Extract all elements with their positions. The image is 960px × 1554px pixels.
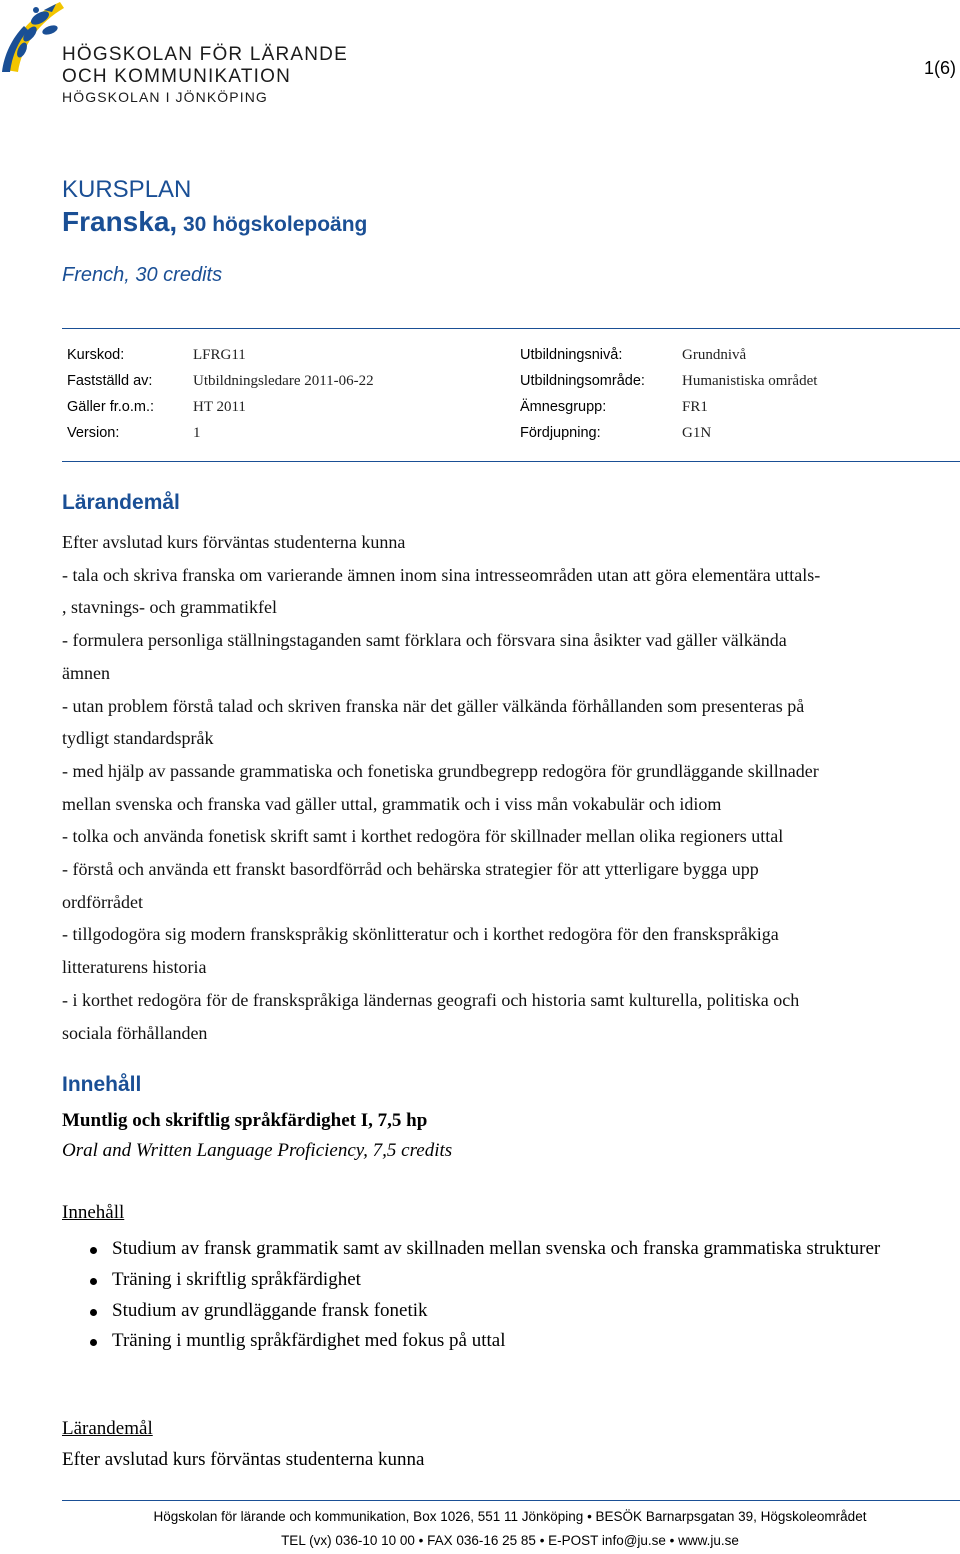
info-value: Utbildningsledare 2011-06-22: [193, 373, 374, 389]
info-row: [67, 373, 507, 397]
paragraph-line: - tolka och använda fonetisk skrift samt i korthet redogöra för skillnader mellan olika regioners uttal: [62, 826, 784, 847]
institution-line-2: OCH KOMMUNIKATION: [62, 66, 292, 87]
course-title: Muntlig och skriftlig språkfärdighet I, 7,5 hp: [62, 1110, 428, 1131]
paragraph-line: ordförrådet: [62, 891, 143, 912]
paragraph-line: - tillgodogöra sig modern franskspråkig skönlitteratur och i korthet redogöra för den franskspråkiga: [62, 924, 779, 945]
divider: [62, 328, 960, 329]
paragraph-line: Efter avslutad kurs förväntas studenterna kunna: [62, 532, 406, 552]
info-row: [67, 399, 507, 423]
info-key: Utbildningsnivå:: [520, 347, 623, 363]
bullet-icon: [90, 1247, 97, 1254]
list-item-text: Träning i muntlig språkfärdighet med fokus på uttal: [112, 1330, 506, 1352]
paragraph-line: - i korthet redogöra för de franskspråkiga ländernas geografi och historia samt kulturella, politiska och: [62, 989, 800, 1010]
info-value: 1: [193, 425, 201, 441]
info-value: Grundnivå: [682, 347, 747, 363]
bullet-icon: [90, 1278, 97, 1285]
info-key: Gäller fr.o.m.:: [67, 399, 155, 415]
info-row: [520, 425, 950, 449]
subheading-larandemal: Lärandemål: [62, 1418, 153, 1439]
section-heading-innehall: Innehåll: [62, 1073, 142, 1096]
list-item: [62, 1326, 922, 1357]
footer-contact: TEL (vx) 036-10 10 00 • FAX 036-16 25 85 • E-POST info@ju.se • www.ju.se: [281, 1533, 739, 1548]
info-row: [520, 399, 950, 423]
info-value: Humanistiska området: [682, 373, 818, 389]
info-key: Fördjupning:: [520, 425, 601, 441]
institution-name: [62, 44, 348, 106]
paragraph-line: mellan svenska och franska vad gäller uttal, grammatik och i viss mån vokabulär och idiom: [62, 793, 722, 814]
paragraph-line: - med hjälp av passande grammatiska och fonetiska grundbegrepp redogöra för grundläggande skillnader: [62, 760, 819, 781]
paragraph-line: tydligt standardspråk: [62, 728, 214, 749]
paragraph-line: - formulera personliga ställningstaganden samt förklara och försvara sina åsikter vad gäller välkända: [62, 630, 787, 651]
paragraph-line: - tala och skriva franska om varierande ämnen inom sina intresseområden utan att göra elementära uttals-: [62, 564, 821, 585]
page-number: 1(6): [923, 58, 956, 78]
bullet-icon: [90, 1339, 97, 1346]
paragraph-line: sociala förhållanden: [62, 1022, 208, 1043]
list-item: [62, 1296, 922, 1327]
footer-address: Högskolan för lärande och kommunikation, Box 1026, 551 11 Jönköping • BESÖK Barnarpsgatan 39, Högskoleområdet: [153, 1509, 867, 1524]
info-key: Kurskod:: [67, 347, 125, 363]
paragraph-line: litteraturens historia: [62, 957, 207, 978]
list-item: [62, 1265, 922, 1296]
info-row: [520, 373, 950, 397]
paragraph-line: , stavnings- och grammatikfel: [62, 597, 277, 618]
info-value: FR1: [682, 399, 708, 415]
info-value: LFRG11: [193, 347, 246, 363]
info-value: G1N: [682, 425, 712, 441]
title-main: Franska,: [62, 206, 178, 237]
info-key: Fastställd av:: [67, 373, 153, 389]
footer-divider: [62, 1500, 960, 1501]
course-title-english: Oral and Written Language Proficiency, 7,5 credits: [62, 1140, 453, 1161]
list-item-text: Studium av fransk grammatik samt av skillnaden mellan svenska och franska grammatiska strukturer: [112, 1238, 881, 1259]
institution-line-1: HÖGSKOLAN FÖR LÄRANDE: [62, 44, 348, 65]
info-key: Utbildningsområde:: [520, 373, 645, 389]
page-title: [62, 206, 367, 238]
info-row: [67, 347, 507, 371]
institution-line-3: HÖGSKOLAN I JÖNKÖPING: [62, 89, 268, 105]
info-key: Version:: [67, 425, 120, 441]
list-item: [62, 1234, 922, 1265]
info-row: [520, 347, 950, 371]
subheading-innehall: Innehåll: [62, 1202, 125, 1223]
paragraph-line: - utan problem förstå talad och skriven franska när det gäller välkända förhållanden som presenteras på: [62, 695, 805, 716]
divider: [62, 461, 960, 462]
content-list: [62, 1234, 922, 1357]
title-credits: 30 högskolepoäng: [177, 213, 368, 236]
learning-outcomes: [62, 526, 942, 1049]
paragraph-line: ämnen: [62, 662, 110, 683]
document-kind: KURSPLAN: [62, 176, 192, 203]
bird-wreath-logo-icon: [0, 0, 70, 75]
info-value: HT 2011: [193, 399, 246, 415]
paragraph-line: - förstå och använda ett franskt basordförråd och behärska strategier för att ytterligare bygga upp: [62, 859, 759, 880]
bullet-icon: [90, 1309, 97, 1316]
list-item-text: Träning i skriftlig språkfärdighet: [112, 1268, 361, 1290]
list-item-text: Studium av grundläggande fransk fonetik: [112, 1299, 428, 1321]
info-key: Ämnesgrupp:: [520, 399, 607, 415]
closing-line: Efter avslutad kurs förväntas studenterna kunna: [62, 1449, 425, 1470]
info-row: [67, 425, 507, 449]
section-heading-larandemal: Lärandemål: [62, 491, 180, 514]
page-subtitle: French, 30 credits: [62, 264, 223, 286]
